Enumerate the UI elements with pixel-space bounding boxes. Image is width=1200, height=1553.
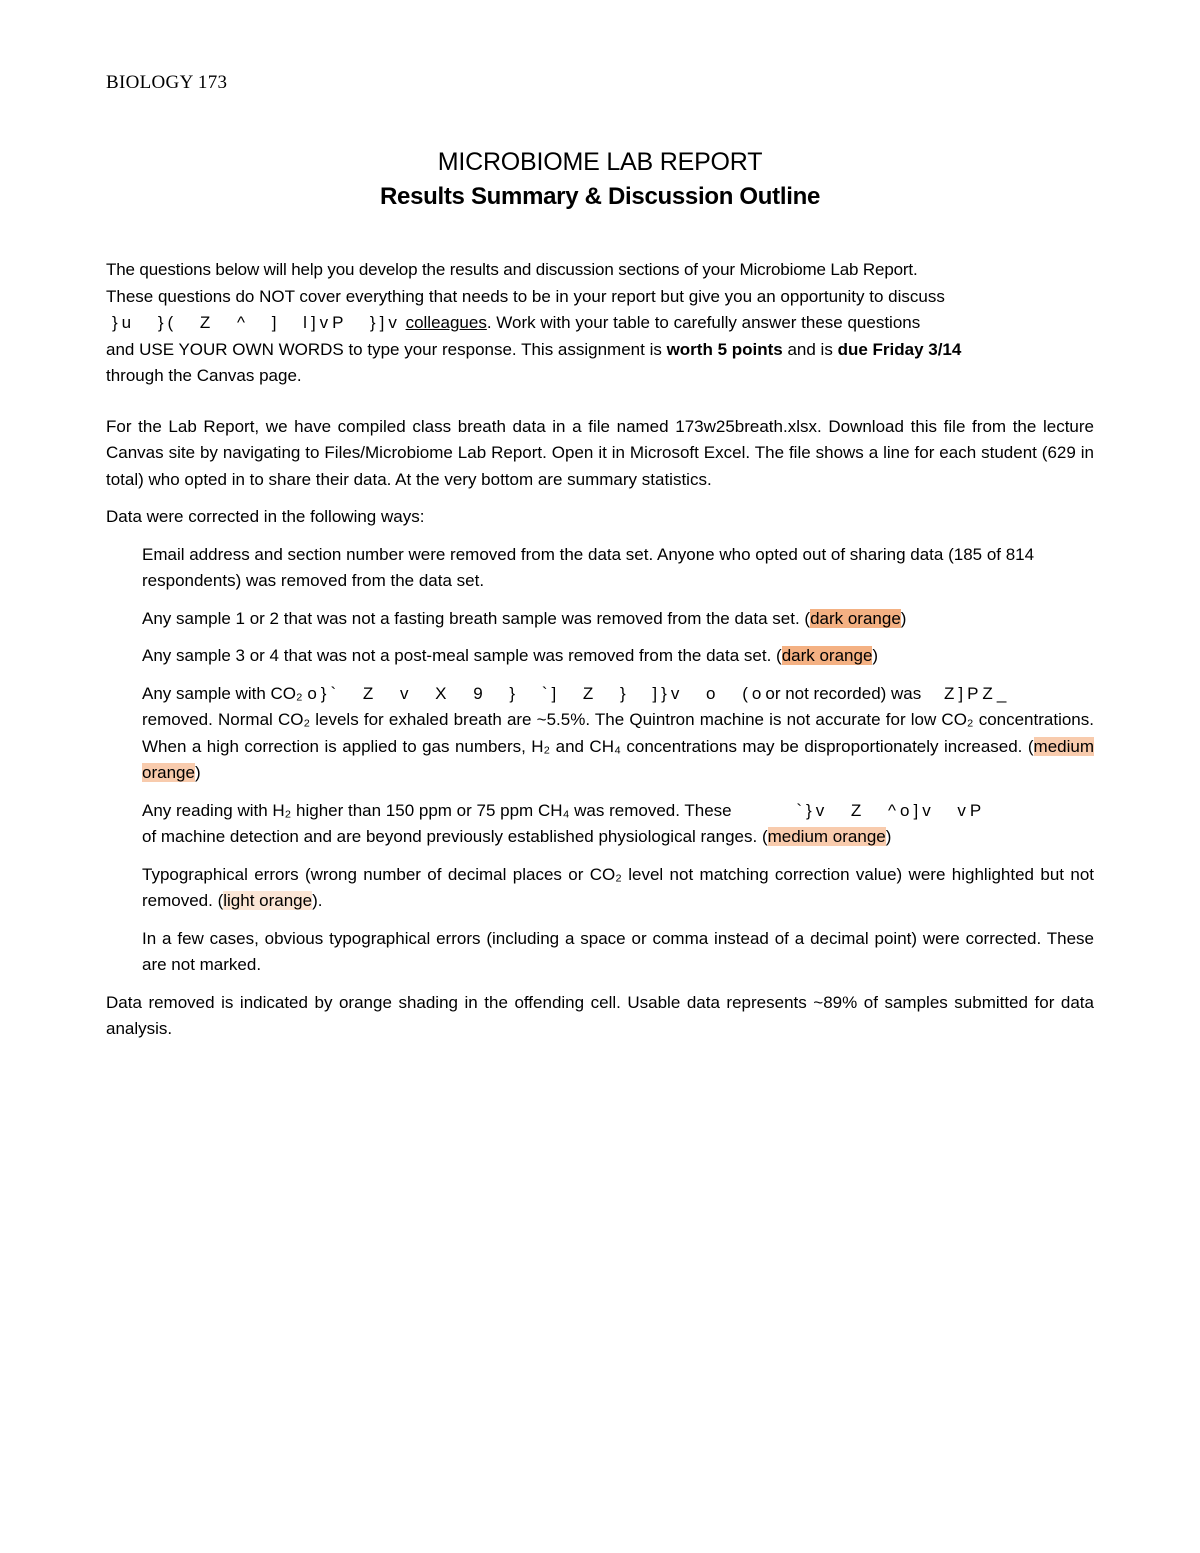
data-paragraph: For the Lab Report, we have compiled class breath data in a file named 173w25breath.xlsx. Download this file from the lecture Canvas site by navigating to Files/Microbiome Lab Report. Open it in Microsoft Excel. The file shows a line for each student (629 in total) who opted in to share their data. At the very bottom are summary statistics.: [106, 416, 1094, 489]
due-date-emphasis: due Friday 3/14: [837, 339, 962, 359]
intro-paragraph: [106, 257, 1094, 390]
correction-item: In a few cases, obvious typographical errors (including a space or comma instead of a decimal point) were corrected. These are not marked.: [142, 928, 1094, 974]
correction-line: [142, 824, 1094, 851]
intro-text: . Work with your table to carefully answer these questions: [486, 313, 921, 332]
intro-text: and USE YOUR OWN WORDS to type your response. This assignment is: [106, 339, 667, 359]
document-subtitle: Results Summary & Discussion Outline: [380, 183, 820, 210]
underlined-word: colleagues: [405, 313, 487, 332]
garbled-text: o}` Z v X 9 } `] Z } ]}v o (o: [307, 683, 766, 703]
intro-line: through the Canvas page.: [106, 366, 302, 385]
correction-line: [142, 798, 1094, 825]
correction-text: Any sample 3 or 4 that was not a post-meal sample was removed from the data set. (: [142, 646, 782, 665]
intro-line: [106, 337, 1094, 364]
intro-line: The questions below will help you develop the results and discussion sections of your Microbiome Lab Report.: [106, 260, 918, 279]
document-body: [106, 257, 1094, 1043]
correction-line: [142, 681, 1094, 708]
correction-text: Typographical errors (wrong number of decimal places or CO₂ level not matching correction value) were highlighted but not removed. (: [142, 864, 1094, 910]
correction-text: ).: [312, 891, 323, 910]
points-emphasis: worth 5 points: [666, 339, 783, 359]
correction-text: ): [872, 646, 879, 665]
dark-orange-tag: dark orange: [810, 608, 901, 628]
correction-text: Any sample 1 or 2 that was not a fasting breath sample was removed from the data set. (: [142, 608, 811, 628]
correction-line: [142, 707, 1094, 787]
correction-text: Any reading with H₂ higher than 150 ppm or 75 ppm CH₄ was removed. These: [142, 800, 737, 820]
correction-item: [106, 798, 1094, 851]
medium-orange-tag: medium orange: [142, 736, 1094, 782]
corrections-heading: Data were corrected in the following ways:: [106, 507, 425, 526]
correction-item: [106, 643, 1094, 670]
title-block: [0, 145, 1200, 215]
correction-text: Any sample with CO₂: [142, 683, 308, 703]
correction-item: [106, 606, 1094, 633]
intro-line: [106, 310, 1094, 337]
garbled-text: `}v Z ^o]v vP: [796, 800, 986, 820]
light-orange-tag: light orange: [223, 891, 313, 910]
dark-orange-tag: dark orange: [781, 646, 873, 665]
correction-text: ): [194, 763, 201, 782]
corrections-list: [106, 542, 1094, 979]
correction-text: of machine detection and are beyond previously established physiological ranges. (: [142, 827, 768, 846]
course-header: BIOLOGY 173: [106, 72, 228, 93]
garbled-text: }u }( Z ^ ] l]vP }]v: [112, 313, 401, 332]
correction-text: ): [900, 608, 907, 628]
correction-text: or not recorded) was: [765, 683, 922, 703]
closing-paragraph: Data removed is indicated by orange shading in the offending cell. Usable data represents ~89% of samples submitted for data analysis.: [106, 992, 1094, 1038]
correction-item: [106, 681, 1094, 787]
correction-item: [106, 862, 1094, 915]
correction-text: removed. Normal CO₂ levels for exhaled breath are ~5.5%. The Quintron machine is not accurate for low CO₂ concentrations. When a high correction is applied to gas numbers, H₂ and CH₄ concentrations may be disproportionately increased. (: [142, 710, 1094, 756]
garbled-text: Z]PZ_: [921, 683, 1011, 703]
correction-text: ): [885, 827, 892, 846]
document-title: MICROBIOME LAB REPORT: [437, 148, 763, 176]
medium-orange-tag: medium orange: [767, 827, 886, 846]
correction-item: Email address and section number were removed from the data set. Anyone who opted out of sharing data (185 of 814 respondents) was removed from the data set.: [142, 544, 1035, 590]
intro-text: and is: [782, 339, 838, 359]
intro-line: These questions do NOT cover everything that needs to be in your report but give you an opportunity to discuss: [106, 286, 945, 306]
